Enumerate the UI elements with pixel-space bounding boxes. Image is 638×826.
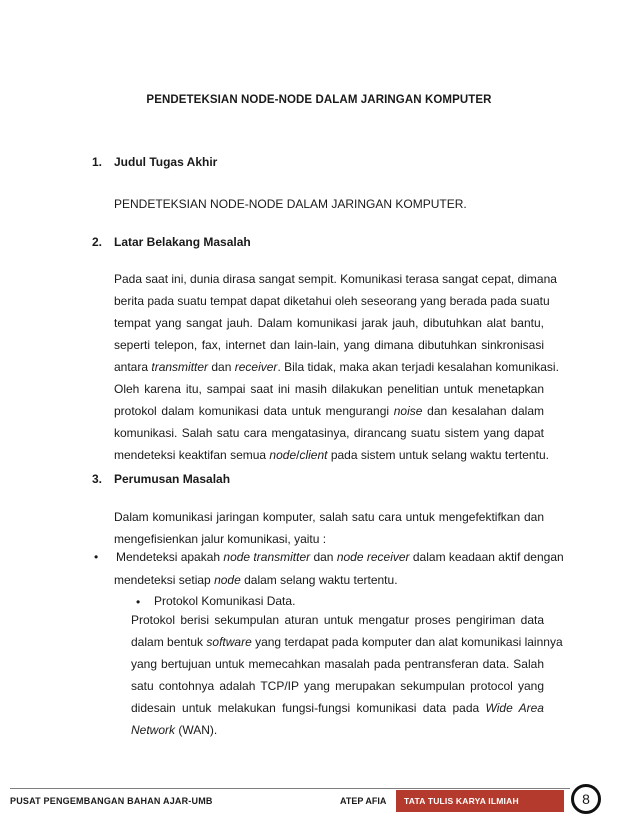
text-run: Mendeteksi apakah xyxy=(116,550,224,564)
sub-bullet-label: Protokol Komunikasi Data. xyxy=(154,594,296,608)
text-run: dalam bentuk xyxy=(131,635,207,649)
text-run: dalam selang waktu tertentu. xyxy=(240,573,398,587)
paragraph-line xyxy=(131,719,544,741)
text-run: . Bila tidak, maka akan terjadi kesalahan komunikasi. xyxy=(277,360,559,374)
paragraph-line: tempat yang sangat jauh. Dalam komunikasi jarak jauh, dibutuhkan alat bantu, xyxy=(114,316,544,330)
italic-term: node xyxy=(269,448,297,462)
italic-term: receiver xyxy=(234,360,278,374)
paragraph-line xyxy=(114,400,544,422)
italic-term: Wide Area xyxy=(485,701,544,715)
italic-term: node receiver xyxy=(336,550,410,564)
section-2-number: 2. xyxy=(92,235,103,249)
section-2-paragraph xyxy=(114,268,559,466)
document-title: PENDETEKSIAN NODE-NODE DALAM JARINGAN KOMPUTER xyxy=(146,94,492,106)
page-number: 8 xyxy=(571,784,601,814)
text-run: antara xyxy=(114,360,152,374)
paragraph-line: seperti telepon, fax, internet dan lain-lain, yang dimana dibutuhkan sinkronisasi xyxy=(114,338,544,352)
text-run: dalam keadaan aktif dengan xyxy=(409,550,564,564)
footer-divider xyxy=(10,788,570,789)
italic-term: client xyxy=(299,448,328,462)
paragraph-line: Oleh karena itu, sampai saat ini masih dilakukan penelitian untuk menetapkan xyxy=(114,382,544,396)
paragraph-line xyxy=(114,356,559,378)
paragraph-line xyxy=(131,631,563,653)
section-1-title: Judul Tugas Akhir xyxy=(114,155,218,169)
italic-term: Network xyxy=(131,723,176,737)
paragraph-line xyxy=(114,444,549,466)
text-run: pada sistem untuk selang waktu tertentu. xyxy=(327,448,549,462)
section-3-heading xyxy=(92,472,230,486)
paragraph-line xyxy=(116,546,564,568)
text-run: mendeteksi setiap xyxy=(114,573,215,587)
text-run: mendeteksi keaktifan semua xyxy=(114,448,270,462)
text-run: yang terdapat pada komputer dan alat komunikasi lainnya xyxy=(251,635,563,649)
section-3-intro xyxy=(114,506,544,550)
text-run: protokol dalam komunikasi data untuk mengurangi xyxy=(114,404,394,418)
sub-bullet-paragraph xyxy=(131,609,563,741)
paragraph-line: Protokol berisi sekumpulan aturan untuk mengatur proses pengiriman data xyxy=(131,613,544,627)
section-1-heading xyxy=(92,155,217,169)
section-2-heading xyxy=(92,235,251,249)
footer-author: ATEP AFIA xyxy=(340,796,387,806)
section-3-number: 3. xyxy=(92,472,103,486)
italic-term: transmitter xyxy=(151,360,209,374)
text-run: dan kesalahan dalam xyxy=(422,404,544,418)
text-run: / xyxy=(296,448,300,462)
paragraph-line: berita pada suatu tempat dapat diketahui oleh seseorang yang berada pada suatu xyxy=(114,294,550,308)
sub-bullet-icon: • xyxy=(136,595,141,609)
italic-term: noise xyxy=(393,404,423,418)
section-3-title: Perumusan Masalah xyxy=(114,472,231,486)
paragraph-line: mengefisienkan jalur komunikasi, yaitu : xyxy=(114,532,327,546)
bullet-icon: • xyxy=(94,550,99,564)
section-1-number: 1. xyxy=(92,155,103,169)
bullet-item-1-continuation xyxy=(114,573,398,587)
paragraph-line xyxy=(131,697,544,719)
italic-term: software xyxy=(206,635,252,649)
footer-institution: PUSAT PENGEMBANGAN BAHAN AJAR-UMB xyxy=(10,796,213,806)
paragraph-line: satu contohnya adalah TCP/IP yang merupakan sekumpulan protocol yang xyxy=(131,679,544,693)
paragraph-line: komunikasi. Salah satu cara mengatasinya, dirancang suatu sistem yang dapat xyxy=(114,426,544,440)
italic-term: node xyxy=(214,573,241,587)
section-2-title: Latar Belakang Masalah xyxy=(114,235,251,249)
italic-term: node transmitter xyxy=(223,550,311,564)
paragraph-line: Pada saat ini, dunia dirasa sangat sempit. Komunikasi terasa sangat cepat, dimana xyxy=(114,272,557,286)
text-run: dan xyxy=(208,360,235,374)
paragraph-line: yang bertujuan untuk memecahkan masalah pada pentransferan data. Salah xyxy=(131,657,544,671)
text-run: didesain untuk melakukan fungsi-fungsi komunikasi data pada xyxy=(131,701,486,715)
footer-badge: TATA TULIS KARYA ILMIAH xyxy=(396,790,564,812)
text-run: dan xyxy=(310,550,337,564)
text-run: (WAN). xyxy=(175,723,218,737)
bullet-item-1 xyxy=(116,546,564,568)
paragraph-line: Dalam komunikasi jaringan komputer, salah satu cara untuk mengefektifkan dan xyxy=(114,510,544,524)
section-1-text: PENDETEKSIAN NODE-NODE DALAM JARINGAN KOMPUTER. xyxy=(114,197,467,211)
